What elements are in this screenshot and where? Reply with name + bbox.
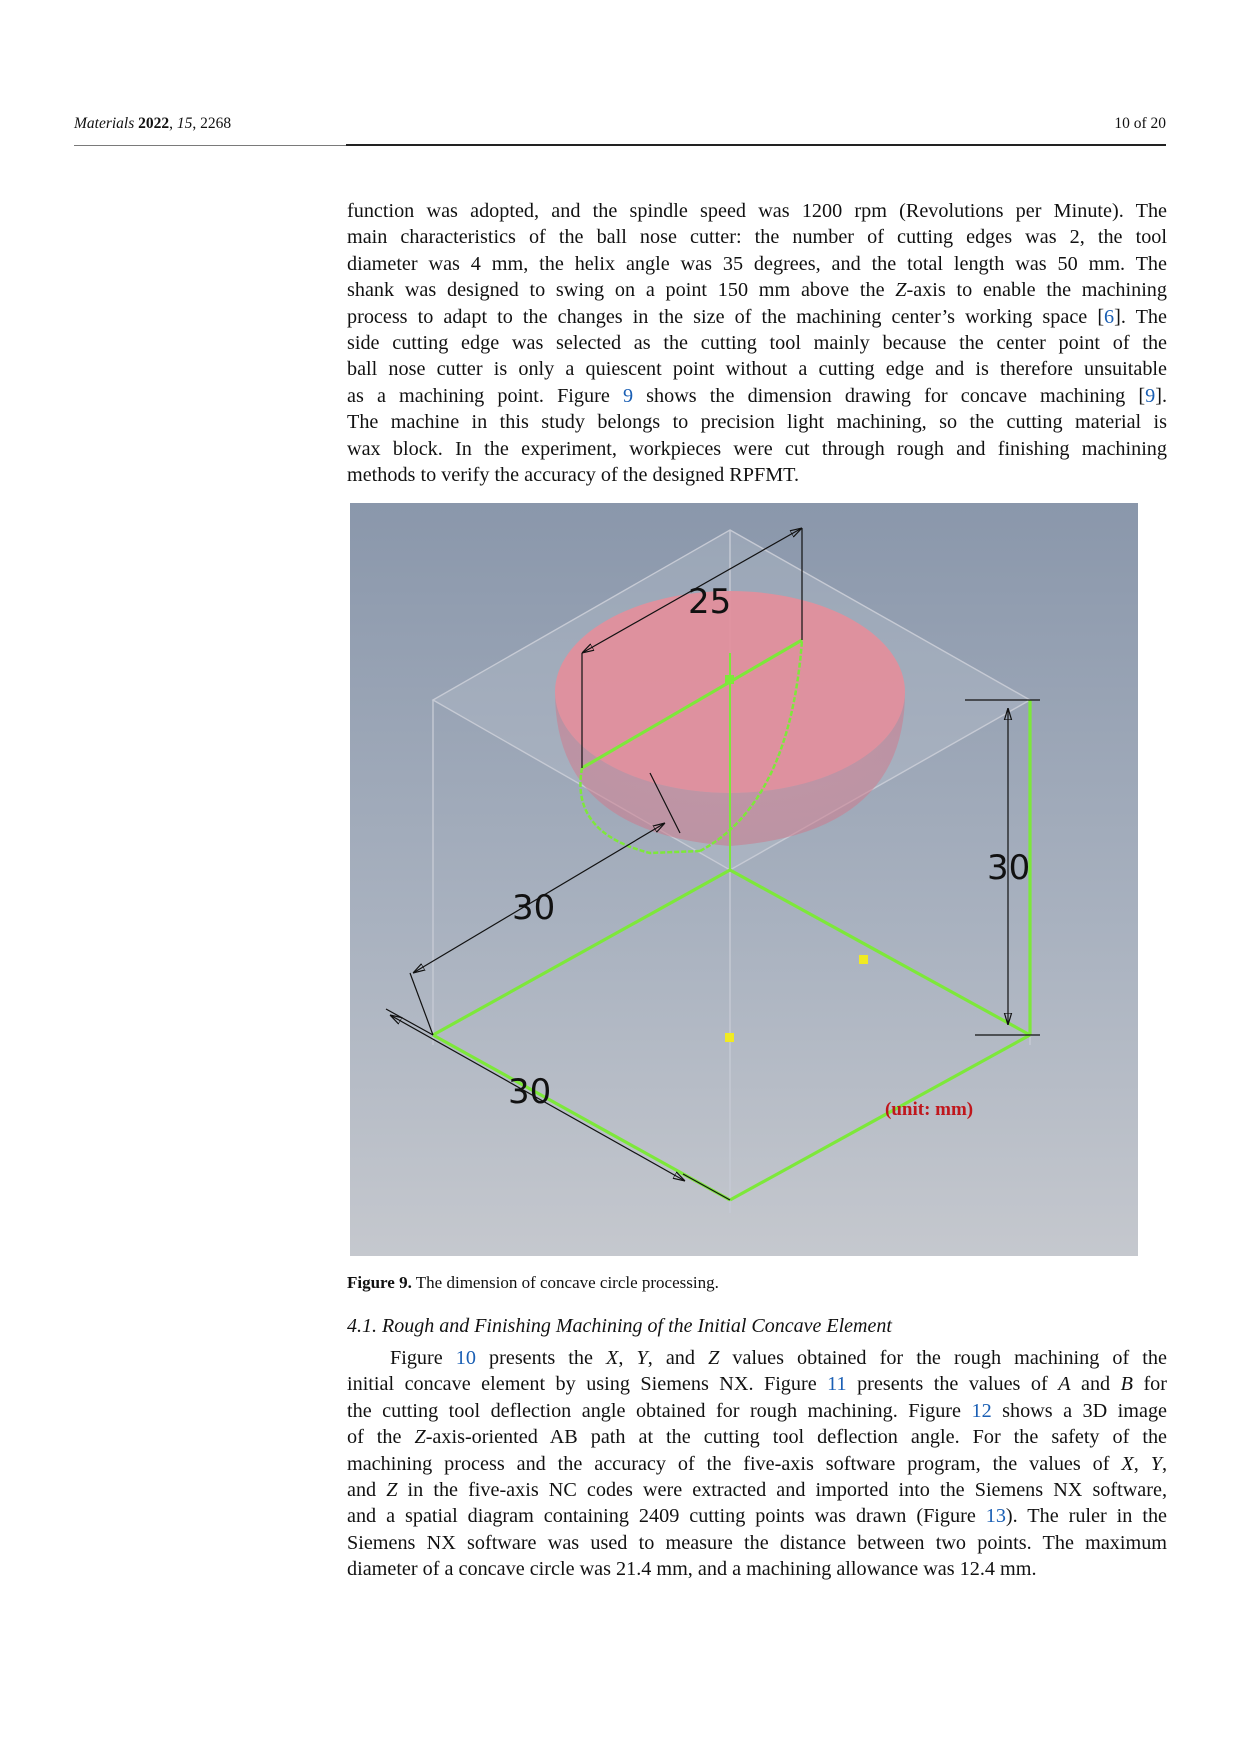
text-line: as a machining point. Figure 9 shows the dimension drawing for concave machining [9].: [347, 384, 1167, 407]
text-line: and a spatial diagram containing 2409 cutting points was drawn (Figure 13). The ruler in the: [347, 1505, 1168, 1528]
figure-link[interactable]: 11: [827, 1373, 847, 1396]
unit-label: (unit: mm): [885, 1099, 974, 1120]
page-number: 10 of 20: [1114, 115, 1166, 132]
figure-link[interactable]: 10: [455, 1347, 476, 1369]
midpoint-marker: [859, 955, 868, 964]
text-line: main characteristics of the ball nose cutter: the number of cutting edges was 2, the tool: [347, 226, 1167, 249]
text-line: diameter of a concave circle was 21.4 mm, and a machining allowance was 12.4 mm.: [347, 1558, 1037, 1581]
figure-link[interactable]: 9: [622, 384, 634, 407]
text-line: diameter was 4 mm, the helix angle was 35 degrees, and the total length was 50 mm. The: [347, 252, 1167, 275]
center-point-marker: [725, 1033, 734, 1042]
dimension-label-width: 30: [508, 1072, 552, 1112]
header-rule-bold: [346, 144, 1166, 146]
figure-link[interactable]: 13: [985, 1505, 1006, 1528]
text-line: The machine in this study belongs to precision light machining, so the cutting material is: [347, 411, 1167, 434]
running-header-citation: Materials 2022, 15, 2268: [74, 115, 232, 132]
dimension-label-height: 30: [987, 848, 1031, 888]
dimension-label-diameter: 25: [688, 582, 732, 622]
dimension-label-depth: 30: [512, 888, 556, 928]
text-line: and Z in the five-axis NC codes were extracted and imported into the Siemens NX software,: [347, 1479, 1167, 1502]
text-line: methods to verify the accuracy of the designed RPFMT.: [347, 464, 800, 487]
journal-volume: 15: [176, 115, 193, 132]
text-line: Siemens NX software was used to measure the distance between two points. The maximum: [347, 1531, 1167, 1554]
text-line: of the Z-axis-oriented AB path at the cutting tool deflection angle. For the safety of the: [347, 1426, 1167, 1449]
reference-link[interactable]: 6: [1104, 305, 1115, 328]
figure-caption: [347, 1273, 719, 1293]
text-line: the cutting tool deflection angle obtained for rough machining. Figure 12 shows a 3D image: [347, 1399, 1168, 1422]
text-line: machining process and the accuracy of the five-axis software program, the values of X, Y,: [347, 1452, 1167, 1475]
center-marker: [725, 675, 734, 684]
text-line: initial concave element by using Siemens NX. Figure 11 presents the values of A and B for: [347, 1373, 1167, 1396]
article-number: 2268: [200, 115, 232, 132]
text-line: shank was designed to swing on a point 150 mm above the Z-axis to enable the machining: [347, 279, 1167, 302]
reference-link[interactable]: 9: [1145, 384, 1156, 407]
text-line: ball nose cutter is only a quiescent point without a cutting edge and is therefore unsuitable: [347, 358, 1167, 381]
text-line: wax block. In the experiment, workpieces were cut through rough and finishing machining: [347, 437, 1167, 460]
body-paragraph-1: [347, 198, 1167, 488]
body-paragraph-2: [347, 1345, 1167, 1583]
text-line: function was adopted, and the spindle speed was 1200 rpm (Revolutions per Minute). The: [347, 200, 1167, 222]
journal-year: 2022: [138, 115, 170, 132]
section-heading: 4.1. Rough and Finishing Machining of the Initial Concave Element: [347, 1315, 892, 1337]
text-line: Figure 10 presents the X, Y, and Z values obtained for the rough machining of the: [390, 1347, 1167, 1369]
journal-name: Materials: [74, 115, 135, 132]
figure-9-image: [350, 503, 1138, 1256]
caption-text: The dimension of concave circle processing.: [411, 1273, 719, 1292]
figure-link[interactable]: 12: [971, 1399, 992, 1422]
text-line: side cutting edge was selected as the cutting tool mainly because the center point of the: [347, 332, 1167, 355]
text-line: process to adapt to the changes in the size of the machining center’s working space [6]. The: [347, 305, 1167, 328]
caption-label: Figure 9.: [347, 1273, 412, 1292]
